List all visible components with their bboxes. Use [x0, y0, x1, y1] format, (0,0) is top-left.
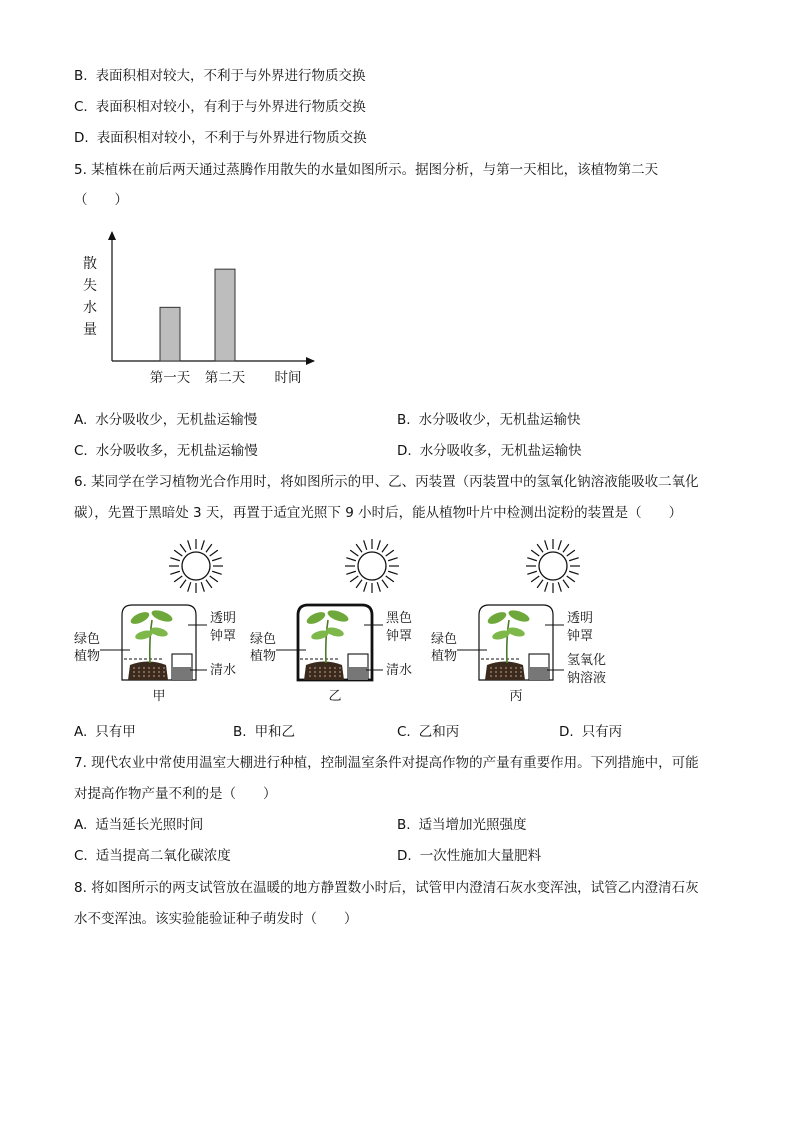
q5-option-d — [397, 441, 582, 461]
q8-stem-line1: 8. 将如图所示的两支试管放在温暖的地方静置数小时后，试管甲内澄清石灰水变浑浊，试管乙内澄清石灰 — [74, 880, 699, 896]
soil — [304, 662, 344, 681]
x-axis-label: 时间 — [274, 370, 302, 386]
plant-icon — [486, 608, 531, 663]
sun-icon — [345, 539, 399, 593]
option-label: A. — [74, 724, 88, 740]
y-axis-label-char: 量 — [83, 322, 97, 338]
beaker-liquid — [348, 667, 368, 680]
liquid-label: 氢氧化 — [567, 653, 607, 668]
option-label: C. — [74, 443, 88, 459]
plant-icon — [305, 608, 350, 663]
option-text: 乙和丙 — [418, 724, 460, 740]
bar-2 — [215, 269, 235, 361]
q6-option-c — [397, 722, 459, 742]
option-label: B. — [397, 412, 411, 428]
option-label: C. — [397, 724, 411, 740]
option-label: D. — [397, 443, 412, 459]
option-text: 表面积相对较小，不利于与外界进行物质交换 — [96, 130, 367, 146]
x-tick-label: 第二天 — [204, 370, 246, 386]
q4-option-c — [74, 97, 366, 117]
soil — [485, 662, 525, 681]
y-axis-label-char: 失 — [83, 278, 97, 294]
option-text: 水分吸收多，无机盐运输慢 — [95, 443, 258, 459]
q7-option-b — [397, 815, 527, 835]
q8-stem-line2: 水不变浑浊。该实验能验证种子萌发时（ ） — [74, 911, 358, 927]
device-2 — [250, 539, 412, 704]
y-axis-label-char: 散 — [83, 256, 97, 272]
q6-option-b — [233, 722, 295, 742]
q6-option-d — [559, 722, 622, 742]
bar-1 — [160, 307, 180, 361]
q5-option-b — [397, 410, 581, 430]
plant-label: 绿色 — [250, 632, 277, 647]
q6-option-a — [74, 722, 136, 742]
beaker-liquid — [172, 667, 192, 680]
option-label: C. — [74, 848, 88, 864]
option-text: 水分吸收少，无机盐运输慢 — [95, 412, 258, 428]
device-name-label: 丙 — [509, 689, 523, 704]
option-text: 一次性施加大量肥料 — [419, 848, 542, 864]
option-label: A. — [74, 412, 88, 428]
q4-option-d — [74, 128, 367, 148]
option-text: 表面积相对较小，有利于与外界进行物质交换 — [95, 99, 366, 115]
sun-icon — [169, 539, 223, 593]
q6-experiment-figure — [0, 530, 794, 710]
sun-icon — [526, 539, 580, 593]
cover-label: 钟罩 — [210, 629, 237, 644]
y-axis-label-char: 水 — [83, 300, 97, 316]
plant-label: 绿色 — [431, 632, 458, 647]
option-text: 表面积相对较大，不利于与外界进行物质交换 — [95, 68, 366, 84]
q7-option-d — [397, 846, 541, 866]
option-text: 只有丙 — [581, 724, 623, 740]
q6-stem-line2: 碳），先置于黑暗处 3 天，再置于适宜光照下 9 小时后，能从植物叶片中检测出淀粉的装置是（ ） — [74, 505, 683, 521]
q4-option-b — [74, 66, 366, 86]
option-text: 适当提高二氧化碳浓度 — [95, 848, 231, 864]
option-text: 适当增加光照强度 — [418, 817, 527, 833]
q5-answer-blank: （ ） — [74, 192, 128, 208]
device-3 — [431, 539, 606, 704]
q5-bar-chart — [70, 222, 330, 394]
cover-label: 钟罩 — [386, 629, 413, 644]
q5-option-c — [74, 441, 258, 461]
option-label: C. — [74, 99, 88, 115]
plant-label: 植物 — [431, 649, 458, 664]
cover-label: 透明 — [567, 611, 594, 626]
option-text: 甲和乙 — [254, 724, 296, 740]
soil — [128, 662, 168, 681]
q5-option-a — [74, 410, 257, 430]
q6-stem-line1: 6. 某同学在学习植物光合作用时，将如图所示的甲、乙、丙装置（丙装置中的氢氧化钠溶液能吸收二氧化 — [74, 474, 699, 490]
liquid-label: 清水 — [210, 663, 237, 678]
liquid-label: 钠溶液 — [567, 671, 607, 686]
option-label: B. — [233, 724, 247, 740]
option-text: 只有甲 — [95, 724, 136, 740]
cover-label: 透明 — [210, 611, 237, 626]
x-tick-label: 第一天 — [149, 370, 191, 386]
option-text: 水分吸收少，无机盐运输快 — [418, 412, 581, 428]
device-1 — [74, 539, 236, 704]
cover-label: 钟罩 — [567, 629, 594, 644]
plant-label: 植物 — [250, 649, 277, 664]
option-text: 适当延长光照时间 — [95, 817, 204, 833]
plant-label: 植物 — [74, 649, 101, 664]
liquid-label: 清水 — [386, 663, 413, 678]
device-name-label: 甲 — [152, 689, 166, 704]
plant-icon — [129, 608, 174, 663]
q7-stem-line1: 7. 现代农业中常使用温室大棚进行种植，控制温室条件对提高作物的产量有重要作用。下列措施中，可能 — [74, 755, 699, 771]
option-label: D. — [74, 130, 89, 146]
q5-stem: 5. 某植株在前后两天通过蒸腾作用散失的水量如图所示。据图分析，与第一天相比，该植物第二天 — [74, 162, 659, 178]
option-label: B. — [397, 817, 411, 833]
q7-stem-line2: 对提高作物产量不利的是（ ） — [74, 786, 277, 802]
plant-label: 绿色 — [74, 632, 101, 647]
option-text: 水分吸收多，无机盐运输快 — [419, 443, 582, 459]
cover-label: 黑色 — [386, 611, 413, 626]
option-label: A. — [74, 817, 88, 833]
q7-option-a — [74, 815, 203, 835]
q7-option-c — [74, 846, 231, 866]
device-name-label: 乙 — [328, 689, 342, 704]
option-label: D. — [397, 848, 412, 864]
option-label: B. — [74, 68, 88, 84]
option-label: D. — [559, 724, 574, 740]
beaker-liquid — [529, 667, 549, 680]
